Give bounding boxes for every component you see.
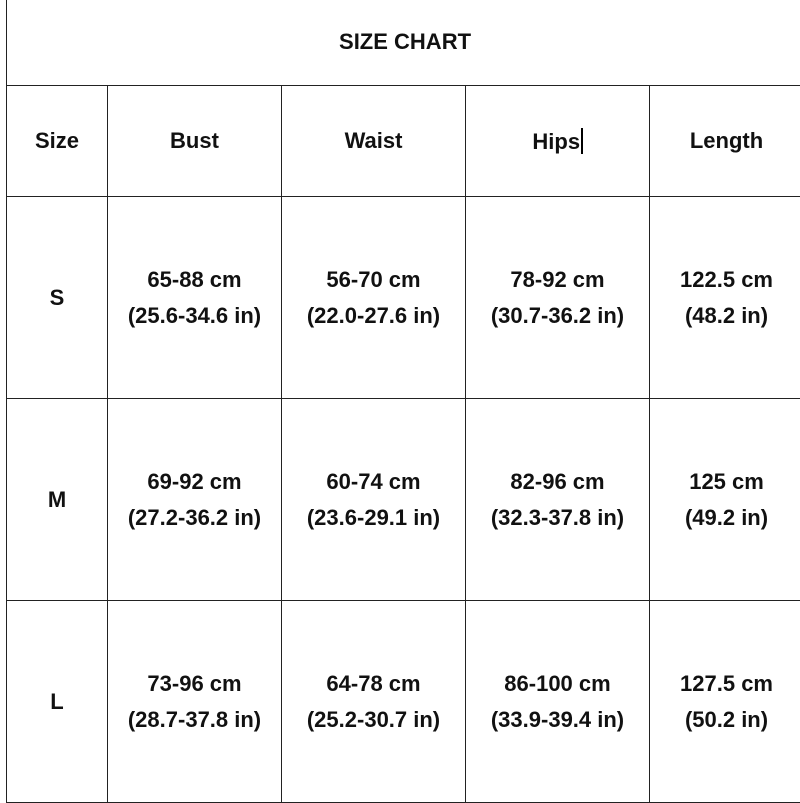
waist-cm: 56-70 cm [282,262,465,298]
length-in: (48.2 in) [650,298,800,334]
hips-cell [466,399,650,601]
bust-cm: 73-96 cm [108,666,281,702]
waist-in: (23.6-29.1 in) [282,500,465,536]
waist-cell [282,197,466,399]
length-in: (50.2 in) [650,702,800,738]
length-cell [650,197,800,399]
waist-cell [282,399,466,601]
hips-cell [466,197,650,399]
column-header-waist: Waist [282,86,466,197]
title-row [7,0,800,86]
length-cm: 125 cm [650,464,800,500]
length-cell [650,399,800,601]
bust-cm: 69-92 cm [108,464,281,500]
table-row [7,197,800,399]
column-header-size: Size [7,86,108,197]
chart-title: SIZE CHART [7,0,800,86]
hips-cm: 86-100 cm [466,666,649,702]
waist-cm: 64-78 cm [282,666,465,702]
bust-cell [108,197,282,399]
hips-cm: 78-92 cm [466,262,649,298]
length-cell [650,601,800,803]
length-cm: 122.5 cm [650,262,800,298]
bust-cm: 65-88 cm [108,262,281,298]
waist-cell [282,601,466,803]
bust-cell [108,601,282,803]
size-chart-table [6,0,800,803]
waist-in: (25.2-30.7 in) [282,702,465,738]
waist-cm: 60-74 cm [282,464,465,500]
size-cell: S [7,197,108,399]
hips-cm: 82-96 cm [466,464,649,500]
column-header-hips [466,86,650,197]
table-row [7,601,800,803]
column-header-bust: Bust [108,86,282,197]
waist-in: (22.0-27.6 in) [282,298,465,334]
size-cell: L [7,601,108,803]
hips-in: (33.9-39.4 in) [466,702,649,738]
header-row [7,86,800,197]
size-cell: M [7,399,108,601]
column-header-length: Length [650,86,800,197]
length-in: (49.2 in) [650,500,800,536]
hips-in: (30.7-36.2 in) [466,298,649,334]
bust-cell [108,399,282,601]
bust-in: (28.7-37.8 in) [108,702,281,738]
bust-in: (25.6-34.6 in) [108,298,281,334]
length-cm: 127.5 cm [650,666,800,702]
hips-in: (32.3-37.8 in) [466,500,649,536]
column-header-hips-label: Hips [532,129,580,154]
text-cursor [581,128,583,154]
hips-cell [466,601,650,803]
table-row [7,399,800,601]
bust-in: (27.2-36.2 in) [108,500,281,536]
